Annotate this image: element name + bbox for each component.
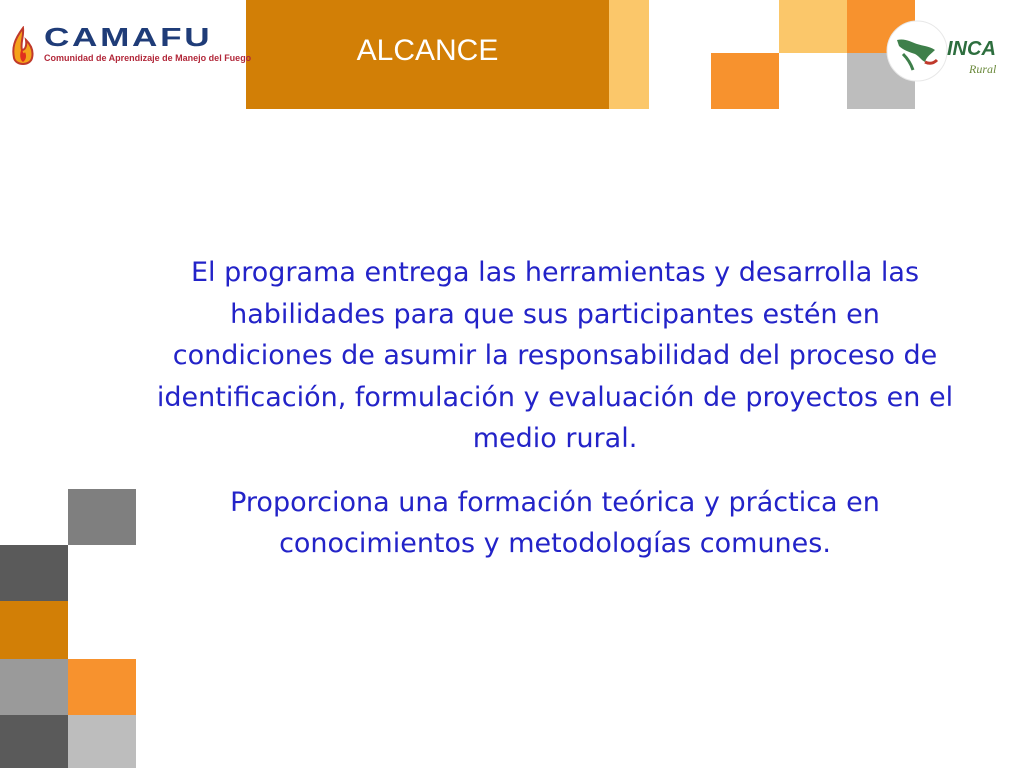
deco-square (68, 715, 136, 768)
mexico-map-icon (885, 20, 949, 82)
inca-subtitle: Rural (969, 62, 997, 76)
deco-square (711, 53, 779, 109)
inca-name: INCA (947, 38, 996, 60)
deco-square (0, 601, 68, 659)
body-paragraph: Proporciona una formación teórica y práctica en conocimientos y metodologías comunes. (230, 486, 880, 559)
deco-square (0, 545, 68, 601)
deco-square (779, 0, 847, 53)
body-paragraph: El programa entrega las herramientas y desarrolla las habilidades para que sus participantes estén en condiciones de asumir la responsabilidad del proceso de identificación, formulación y evaluación de proyectos en el medio rural. (156, 257, 954, 454)
deco-square (68, 545, 136, 601)
deco-square (68, 489, 136, 545)
camafu-name: CAMAFU (44, 22, 213, 52)
deco-square (609, 0, 649, 109)
deco-square (68, 659, 136, 715)
page-title: ALCANCE (356, 34, 499, 67)
inca-logo (885, 20, 1017, 82)
camafu-logo (8, 22, 252, 72)
deco-square (0, 659, 68, 715)
title-banner (246, 0, 609, 109)
deco-square (0, 715, 68, 768)
camafu-subtitle: Comunidad de Aprendizaje de Manejo del Fuego (44, 53, 252, 63)
flame-icon (10, 26, 36, 70)
slide-body (150, 252, 960, 565)
